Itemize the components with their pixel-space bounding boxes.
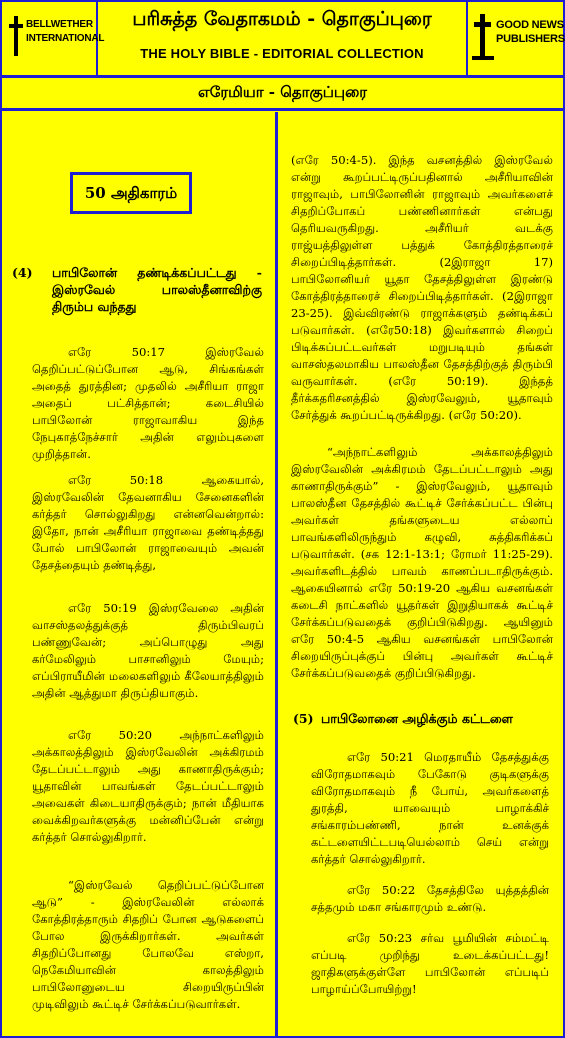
paragraph: “இஸ்ரவேல் தெறிப்பட்டுப்போன ஆடு” - இஸ்ரவேலின் எல்லாக் கோத்திரத்தாரும் சிதறிப் போன ஆடுகளைப் போல இருக்கிறார்கள். அவர்கள் சிதறிப்போனது போலவே எஸ்றா, நெகேமியாவின் காலத்திலும் பாபிலோனுடைய சிறையிருப்பின் முடிவிலும் கூட்டிச் சேர்க்கப்படுவார்கள். [32, 878, 264, 1011]
paragraph: (எரே 50:4-5). இந்த வசனத்தில் இஸ்ரவேல் என்று கூறப்பட்டிருப்பதினால் அசீரியாவின் ராஜாவும், பாபிலோனின் ராஜாவும் அவர்களைச் சிதறிப்போகப் பண்ணினார்கள் என்பது தெரியவருகிறது. அசீரியர் வடக்கு ராஜ்யத்திலுள்ள பத்துக் கோத்திரத்தாரைச் சிறைப்பிடித்தார்கள். (2இராஜா 17) பாபிலோனியர் யூதா தேசத்திலுள்ள இரண்டு கோத்திரத்தாரைச் சிறைப்பிடித்தார்கள். (2இராஜா 23-25). இவ்விரண்டு ராஜாக்களும் தண்டிக்கப் படுவார்கள். (எரே50:18) இவர்களால் சிறைப் பிடிக்கப்பட்டவர்கள் மறுபடியும் தங்கள் வாசஸ்தலமாகிய பாலஸ்தீன தேசத்திற்குத் திரும்பி வருவார்கள். (எரே 50:19). இந்தத் தீர்க்கதரிசனத்தில் இஸ்ரவேலும், யூதாவும் சேர்த்துக் கூறப்பட்டிருக்கிறது. (எரே 50:20). [291, 153, 553, 422]
section-number: (4) [12, 265, 33, 280]
header-divider [2, 75, 563, 78]
title-divider [2, 108, 563, 111]
cross-icon [8, 14, 24, 58]
left-column [2, 112, 278, 1036]
tamil-title: பரிசுத்த வேதாகமம் - தொகுப்புரை [132, 8, 432, 30]
section-4-heading [12, 264, 262, 315]
paragraph: “அந்நாட்களிலும் அக்காலத்திலும் இஸ்ரவேலின் அக்கிரமம் தேடப்பட்டாலும் அது காணாதிருக்கும்” - இஸ்ரவேலும், யூதாவும் பாலஸ்தீன தேசத்தில் கூட்டிச் சேர்க்கப்பட்ட பின்பு அவர்கள் தங்களுடைய எல்லாப் பாவங்களிலிருந்தும் கழுவி, சுத்திகரிக்கப் படுவார்கள். (சக 12:1-13:1; ரோமர் 11:25-29). அவர்களிடத்தில் பாவம் காணப்படாதிருக்கும். ஆகையினால் எரே 50:19-20 ஆகிய வசனங்கள் கடைசி நாட்களில் யூதர்கள் இறுதியாகக் கூட்டிச் சேர்க்கப்படுவதைக் குறிப்பிடுகிறது. ஆயினும் எரே 50:4-5 ஆகிய வசனங்கள் பாபிலோன் சிறையிருப்புக்குப் பின்பு அவர்கள் கூட்டிச் சேர்க்கப்படுவதைக் குறிப்பிடுகிறது. [291, 445, 553, 680]
cross-icon [472, 12, 494, 62]
book-title: எரேமியா - தொகுப்புரை [197, 83, 368, 101]
section-title: பாபிலோனை அழிக்கும் கட்டளை [321, 711, 513, 726]
english-title: THE HOLY BIBLE - EDITORIAL COLLECTION [140, 46, 424, 61]
paragraph: எரே 50:22 தேசத்திலே யுத்தத்தின் சத்தமும் மகா சங்காரமும் உண்டு. [311, 883, 549, 914]
paragraph: எரே 50:20 அந்நாட்களிலும் அக்காலத்திலும் இஸ்ரவேலின் அக்கிரமம் தேடப்பட்டாலும் அது காணாதிருக்கும்; யூதாவின் பாவங்கள் தேடப்பட்டாலும் அவைகள் கிடையாதிருக்கும்; நான் மீதியாக வைக்கிறவர்களுக்கு மன்னிப்பேன் என்று கர்த்தர் சொல்லுகிறார். [32, 728, 264, 844]
section-title: பாபிலோன் தண்டிக்கப்பட்டது - இஸ்ரவேல் பாலஸ்தீனாவிற்கு திரும்ப வந்தது [52, 265, 262, 314]
title-box [98, 2, 468, 75]
right-logo-box [468, 2, 563, 75]
paragraph: எரே 50:19 இஸ்ரவேலை அதின் வாசஸ்தலத்துக்குத் திரும்பிவரப் பண்ணுவேன்; அப்பொழுது அது கர்மேலிலும் பாசானிலும் மேயும்; எப்பிராயீமின் மலைகளிலும் கீலேயாத்திலும் அதின் ஆத்துமா திருப்தியாகும். [32, 601, 264, 700]
chapter-heading: 50 அதிகாரம் [70, 172, 192, 214]
paragraph: எரே 50:21 மெரதாயீம் தேசத்துக்கு விரோதமாகவும் பேகோடு குடிகளுக்கு விரோதமாகவும் நீ போய், அவர்களைத் துரத்தி, யாவையும் பாழாக்கிச் சங்காரம்பண்ணி, நான் உனக்குக் கட்டளையிட்டபடியெல்லாம் செய் என்று கர்த்தர் சொல்லுகிறார். [311, 750, 549, 866]
section-number: (5) [293, 711, 314, 726]
paragraph: எரே 50:23 சர்வ பூமியின் சம்மட்டி எப்படி முறிந்து உடைக்கப்பட்டது! ஜாதிகளுக்குள்ளே பாபிலோன் எப்படிப் பாழாய்ப்போயிற்று! [311, 931, 549, 996]
paragraph: எரே 50:17 இஸ்ரவேல் தெறிப்பட்டுப்போன ஆடு, சிங்கங்கள் அதைத் துரத்தின; முதலில் அசீரியா ராஜா அதைப் பட்சித்தான்; கடைசியில் பாபிலோன் ராஜாவாகிய இந்த நேபுகாத்நேச்சார் அதின் எலும்புகளை முறித்தான். [32, 345, 264, 461]
left-logo-box [2, 2, 105, 75]
bellwether-logo: BELLWETHER INTERNATIONAL [8, 14, 104, 58]
good-news-logo: GOOD NEWS PUBLISHERS [472, 12, 565, 62]
paragraph: எரே 50:18 ஆகையால், இஸ்ரவேலின் தேவனாகிய சேனைகளின் கர்த்தர் சொல்லுகிறது என்னவென்றால்: இதோ, நான் அசீரியா ராஜாவை தண்டித்தது போல் பாபிலோன் ராஜாவையும் அவன் தேசத்தையும் தண்டித்து, [32, 473, 264, 572]
right-column [281, 112, 563, 1036]
section-5-heading [293, 710, 555, 727]
